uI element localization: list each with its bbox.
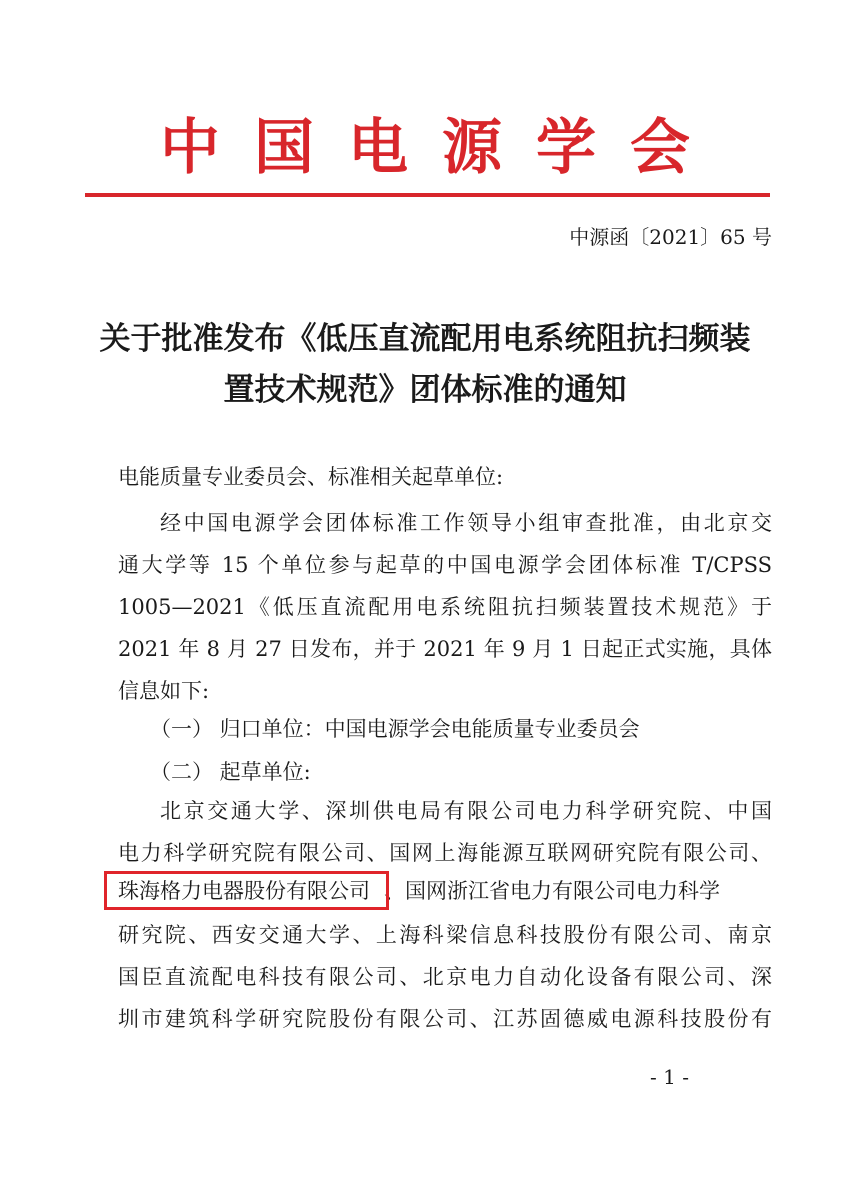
drafting-units-line-4: 研究院、西安交通大学、上海科梁信息科技股份有限公司、南京: [118, 923, 772, 947]
notice-title: [70, 314, 780, 416]
section-2-heading: （二） 起草单位:: [150, 760, 311, 784]
header-divider: [85, 193, 770, 197]
section-1-heading: （一） 归口单位：中国电源学会电能质量专业委员会: [150, 717, 640, 741]
body-line-2: 通大学等 15 个单位参与起草的中国电源学会团体标准 T/CPSS: [118, 553, 772, 577]
organization-title: 中国电源学会: [160, 113, 724, 183]
body-line-1: 经中国电源学会团体标准工作领导小组审查批准，由北京交: [160, 511, 772, 535]
notice-title-line-2: 置技术规范》团体标准的通知: [223, 372, 627, 408]
salutation: 电能质量专业委员会、标准相关起草单位:: [118, 465, 504, 489]
body-line-3: 1005—2021《低压直流配用电系统阻抗扫频装置技术规范》于: [118, 595, 772, 619]
page-number: - 1 -: [650, 1065, 689, 1089]
drafting-units-line-2: 电力科学研究院有限公司、国网上海能源互联网研究院有限公司、: [118, 841, 772, 865]
body-line-4: 2021 年 8 月 27 日发布，并于 2021 年 9 月 1 日起正式实施，具体: [118, 637, 772, 661]
drafting-units-line-5: 国臣直流配电科技有限公司、北京电力自动化设备有限公司、深: [118, 965, 772, 989]
drafting-units-line-6: 圳市建筑科学研究院股份有限公司、江苏固德威电源科技股份有: [118, 1007, 772, 1031]
highlight-box: [104, 871, 389, 910]
drafting-units-line-3-rest: 、国网浙江省电力有限公司电力科学: [384, 879, 720, 903]
highlighted-company: 珠海格力电器股份有限公司: [118, 879, 370, 903]
document-number: 中源函〔2021〕65 号: [569, 225, 772, 249]
drafting-units-line-1: 北京交通大学、深圳供电局有限公司电力科学研究院、中国: [160, 799, 772, 823]
body-line-5: 信息如下:: [118, 679, 210, 703]
notice-title-line-1: 关于批准发布《低压直流配用电系统阻抗扫频装: [99, 321, 751, 357]
